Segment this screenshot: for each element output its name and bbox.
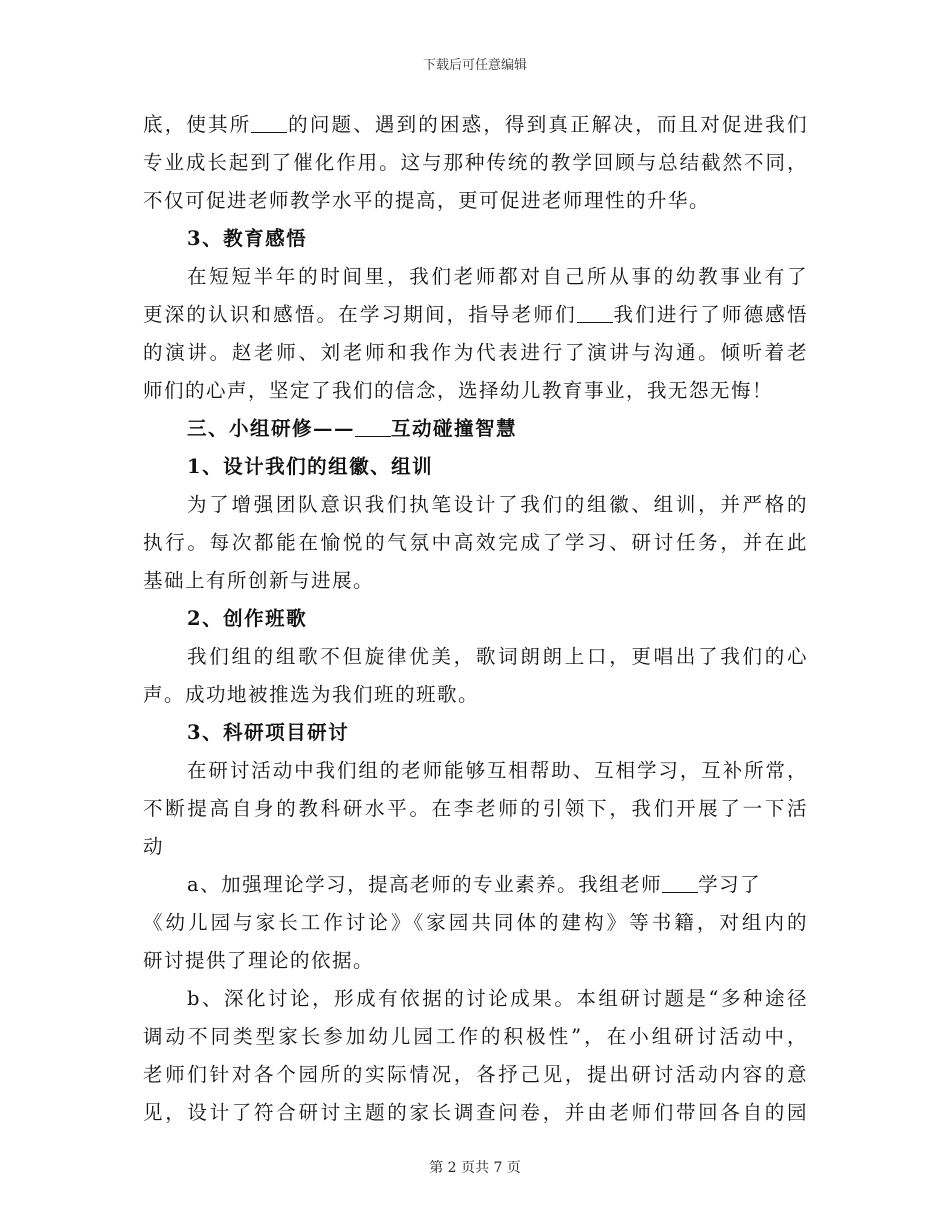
- page-footer: 第 2 页共 7 页: [429, 1160, 521, 1176]
- text-run: 老师们针对各个园所的实际情况，各抒己见，提出研讨活动内容的意: [143, 1063, 808, 1086]
- text-run: 3、科研项目研讨: [187, 721, 350, 744]
- text-run: 动: [143, 835, 165, 858]
- text-run: 3、教育感悟: [187, 227, 308, 250]
- paragraph-line: [143, 790, 808, 828]
- paragraph-line: [143, 524, 808, 562]
- text-run: 为了增强团队意识我们执笔设计了我们的组徽、组训，并严格的: [187, 493, 808, 516]
- section-heading: [143, 410, 808, 448]
- paragraph-line: [143, 1056, 808, 1094]
- paragraph-line: [143, 144, 808, 182]
- text-run: 师们的心声，坚定了我们的信念，选择幼儿教育事业，我无怨无悔！: [143, 379, 774, 402]
- document-body: [143, 106, 808, 1132]
- text-run: 调动不同类型家长参加幼儿园工作的积极性”，在小组研讨活动中，: [143, 1025, 808, 1048]
- paragraph-line: [143, 904, 808, 942]
- section-heading: [143, 714, 808, 752]
- fill-in-blank: [355, 414, 391, 437]
- section-heading: [143, 448, 808, 486]
- fill-in-blank: [662, 870, 698, 893]
- paragraph-line: [143, 828, 808, 866]
- text-run: 执行。每次都能在愉悦的气氛中高效完成了学习、研讨任务，并在此: [143, 531, 808, 554]
- paragraph-line: [143, 1094, 808, 1132]
- text-run: 在短短半年的时间里，我们老师都对自己所从事的幼教事业有了: [187, 265, 808, 288]
- text-run: 不仅可促进老师教学水平的提高，更可促进老师理性的升华。: [143, 189, 711, 212]
- text-run: 《幼儿园与家长工作讨论》《家园共同体的建构》等书籍，对组内的: [143, 911, 808, 934]
- text-run: 研讨提供了理论的依据。: [143, 949, 375, 972]
- text-run: 三、小组研修——: [187, 417, 356, 440]
- text-run: a、加强理论学习，提高老师的专业素养。我组老师: [187, 873, 663, 896]
- text-run: 声。成功地被推选为我们班的班歌。: [143, 683, 480, 706]
- paragraph-line: [143, 980, 808, 1018]
- text-run: b、深化讨论，形成有依据的讨论成果。本组研讨题是“多种途径: [187, 987, 808, 1010]
- fill-in-blank: [251, 110, 287, 133]
- text-run: 1、设计我们的组徽、组训: [187, 455, 434, 478]
- page-header: 下载后可任意编辑: [422, 58, 527, 73]
- text-run: 我们进行了师德感悟: [612, 303, 808, 326]
- fill-in-blank: [577, 300, 613, 323]
- paragraph-line: [143, 182, 808, 220]
- text-run: 基础上有所创新与进展。: [143, 569, 375, 592]
- text-run: 更深的认识和感悟。在学习期间，指导老师们: [143, 303, 577, 326]
- text-run: 不断提高自身的教科研水平。在李老师的引领下，我们开展了一下活: [143, 797, 808, 820]
- text-run: 的问题、遇到的困惑，得到真正解决，而且对促进我们: [287, 113, 808, 136]
- text-run: 专业成长起到了催化作用。这与那种传统的教学回顾与总结截然不同，: [143, 151, 808, 174]
- section-heading: [143, 220, 808, 258]
- paragraph-line: [143, 258, 808, 296]
- paragraph-line: [143, 106, 808, 144]
- paragraph-line: [143, 752, 808, 790]
- paragraph-line: [143, 676, 808, 714]
- text-run: 底，使其所: [143, 113, 252, 136]
- text-run: 在研讨活动中我们组的老师能够互相帮助、互相学习，互补所常，: [187, 759, 808, 782]
- section-heading: [143, 600, 808, 638]
- text-run: 互动碰撞智慧: [391, 417, 518, 440]
- text-run: 见，设计了符合研讨主题的家长调查问卷，并由老师们带回各自的园: [143, 1101, 808, 1124]
- paragraph-line: [143, 942, 808, 980]
- paragraph-line: [143, 296, 808, 334]
- text-run: 的演讲。赵老师、刘老师和我作为代表进行了演讲与沟通。倾听着老: [143, 341, 808, 364]
- paragraph-line: [143, 486, 808, 524]
- paragraph-line: [143, 334, 808, 372]
- text-run: 2、创作班歌: [187, 607, 308, 630]
- text-run: 学习了: [698, 873, 762, 896]
- paragraph-line: [143, 562, 808, 600]
- paragraph-line: [143, 866, 808, 904]
- paragraph-line: [143, 638, 808, 676]
- paragraph-line: [143, 372, 808, 410]
- paragraph-line: [143, 1018, 808, 1056]
- text-run: 我们组的组歌不但旋律优美，歌词朗朗上口，更唱出了我们的心: [187, 645, 808, 668]
